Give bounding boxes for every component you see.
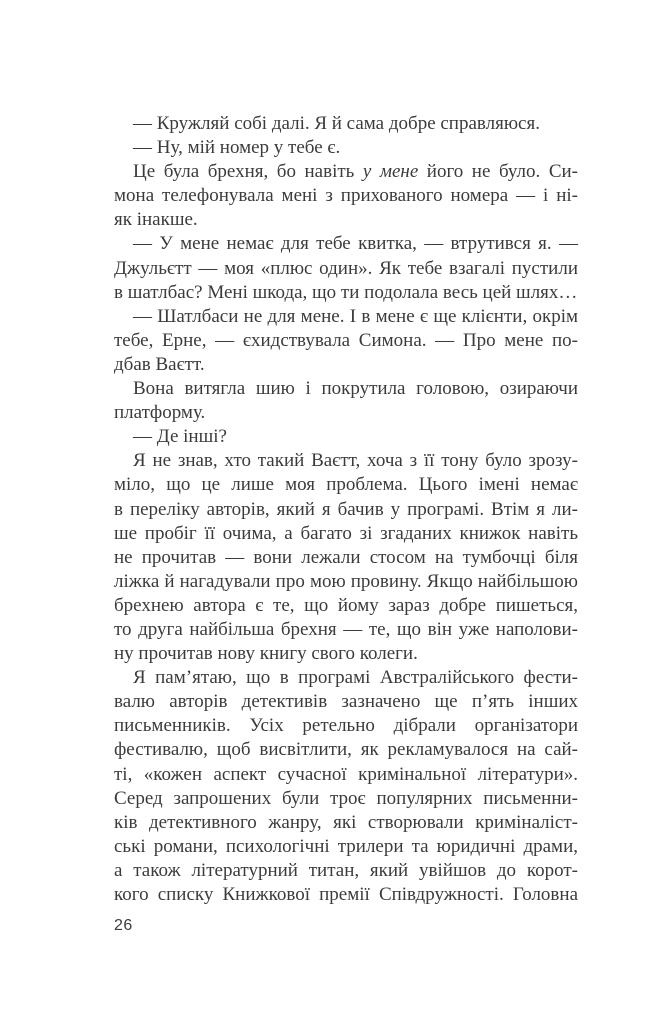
text-line: міло, що це лише моя проблема. Цього імені немає xyxy=(114,474,578,496)
text-line: Вона витягла шию і покрутила головою, озираючи xyxy=(133,378,578,400)
text-line: ські романи, психологічні трилери та юридичні драми, xyxy=(114,835,578,857)
text-line: в шатлбас? Мені шкода, що ти подолала весь цей шлях… xyxy=(114,281,578,303)
text-line: не прочитав — вони лежали стосом на тумбочці біля xyxy=(114,546,578,568)
text-line: дбав Ваєтт. xyxy=(114,353,205,375)
text-line: Серед запрошених були троє популярних письменни- xyxy=(114,787,578,809)
text-line: письменників. Усіх ретельно дібрали організатори xyxy=(114,715,578,737)
text-line: ліжка й нагадували про мою провину. Якщо найбільшою xyxy=(114,570,578,592)
text-line: валю авторів детективів зазначено ще п’ять інших xyxy=(114,691,578,713)
text-line: в переліку авторів, який я бачив у програмі. Втім я ли- xyxy=(114,498,578,520)
text-line: Це була брехня, бо навіть у мене його не було. Си- xyxy=(133,161,578,183)
text-line: — У мене немає для тебе квитка, — втрутився я. — xyxy=(133,233,578,255)
text-line: як інакше. xyxy=(114,209,198,231)
text-line: — Де інші? xyxy=(133,426,227,448)
text-block xyxy=(114,112,578,907)
text-line: Я пам’ятаю, що в програмі Австралійського фести- xyxy=(133,667,578,689)
page-number: 26 xyxy=(114,917,133,934)
text-line: то друга найбільша брехня — те, що він уже наполови- xyxy=(114,618,578,640)
text-line: ну прочитав нову книгу свого колеги. xyxy=(114,643,418,665)
text-line: мона телефонувала мені з прихованого номера — і ні- xyxy=(114,185,578,207)
text-line: ків детективного жанру, які створювали криміналіст- xyxy=(114,811,578,833)
text-line: кого списку Книжкової премії Співдружності. Головна xyxy=(114,884,578,905)
text-line: а також літературний титан, який увійшов до корот- xyxy=(114,859,578,881)
text-line: ті, «кожен аспект сучасної кримінальної літератури». xyxy=(114,763,578,785)
text-line: Я не знав, хто такий Ваєтт, хоча з її тону було зрозу- xyxy=(133,450,578,472)
text-line: ше пробіг її очима, а багато зі згаданих книжок навіть xyxy=(114,522,578,544)
text-line: брехнею автора є те, що йому зараз добре пишеться, xyxy=(114,594,578,616)
text-line: — Кружляй собі далі. Я й сама добре справляюся. xyxy=(133,113,540,134)
text-line: фестивалю, щоб висвітлити, як рекламувалося на сай- xyxy=(114,739,578,761)
text-line: тебе, Ерне, — єхидствувала Симона. — Про мене по- xyxy=(114,329,578,351)
text-line: — Шатлбаси не для мене. І в мене є ще клієнти, окрім xyxy=(133,305,578,327)
text-line: Джульєтт — моя «плюс один». Як тебе взагалі пустили xyxy=(114,257,578,279)
text-line: платформу. xyxy=(114,402,206,424)
text-line: — Ну, мій номер у тебе є. xyxy=(133,137,341,159)
